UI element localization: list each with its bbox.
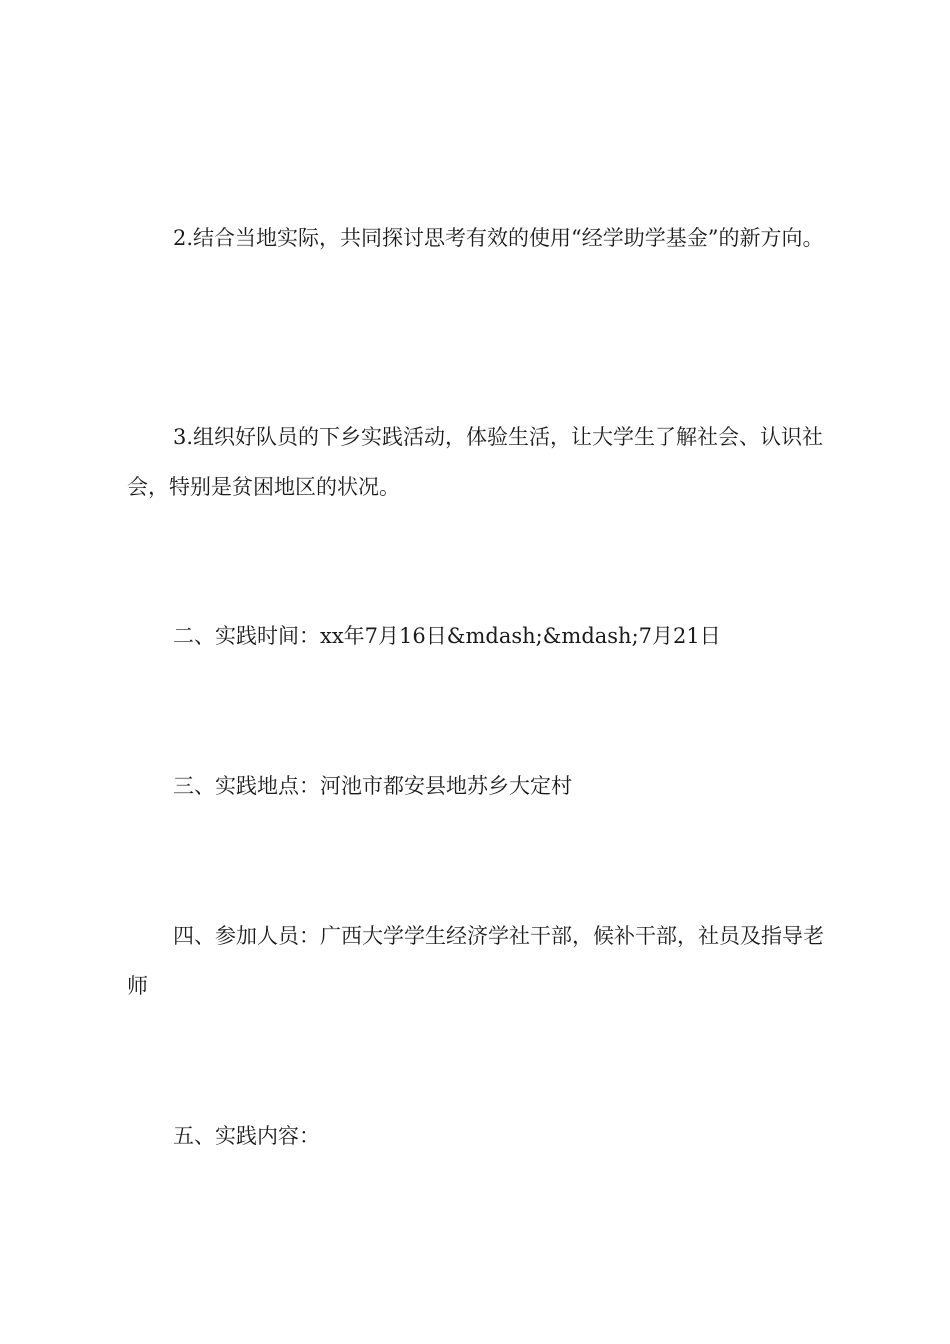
paragraph-participants: 四、参加人员：广西大学学生经济学社干部，候补干部，社员及指导老师 <box>127 924 824 998</box>
paragraph-practice-time: 二、实践时间：xx年7月16日&mdash;&mdash;7月21日 <box>173 624 721 648</box>
paragraph-practice-location: 三、实践地点：河池市都安县地苏乡大定村 <box>173 774 572 798</box>
paragraph-objective-2: 2.结合当地实际，共同探讨思考有效的使用“经学助学基金”的新方向。 <box>173 226 824 250</box>
paragraph-objective-3: 3.组织好队员的下乡实践活动，体验生活，让大学生了解社会、认识社会，特别是贫困地区的状况。 <box>127 425 824 499</box>
paragraph-practice-content: 五、实践内容： <box>173 1124 320 1148</box>
